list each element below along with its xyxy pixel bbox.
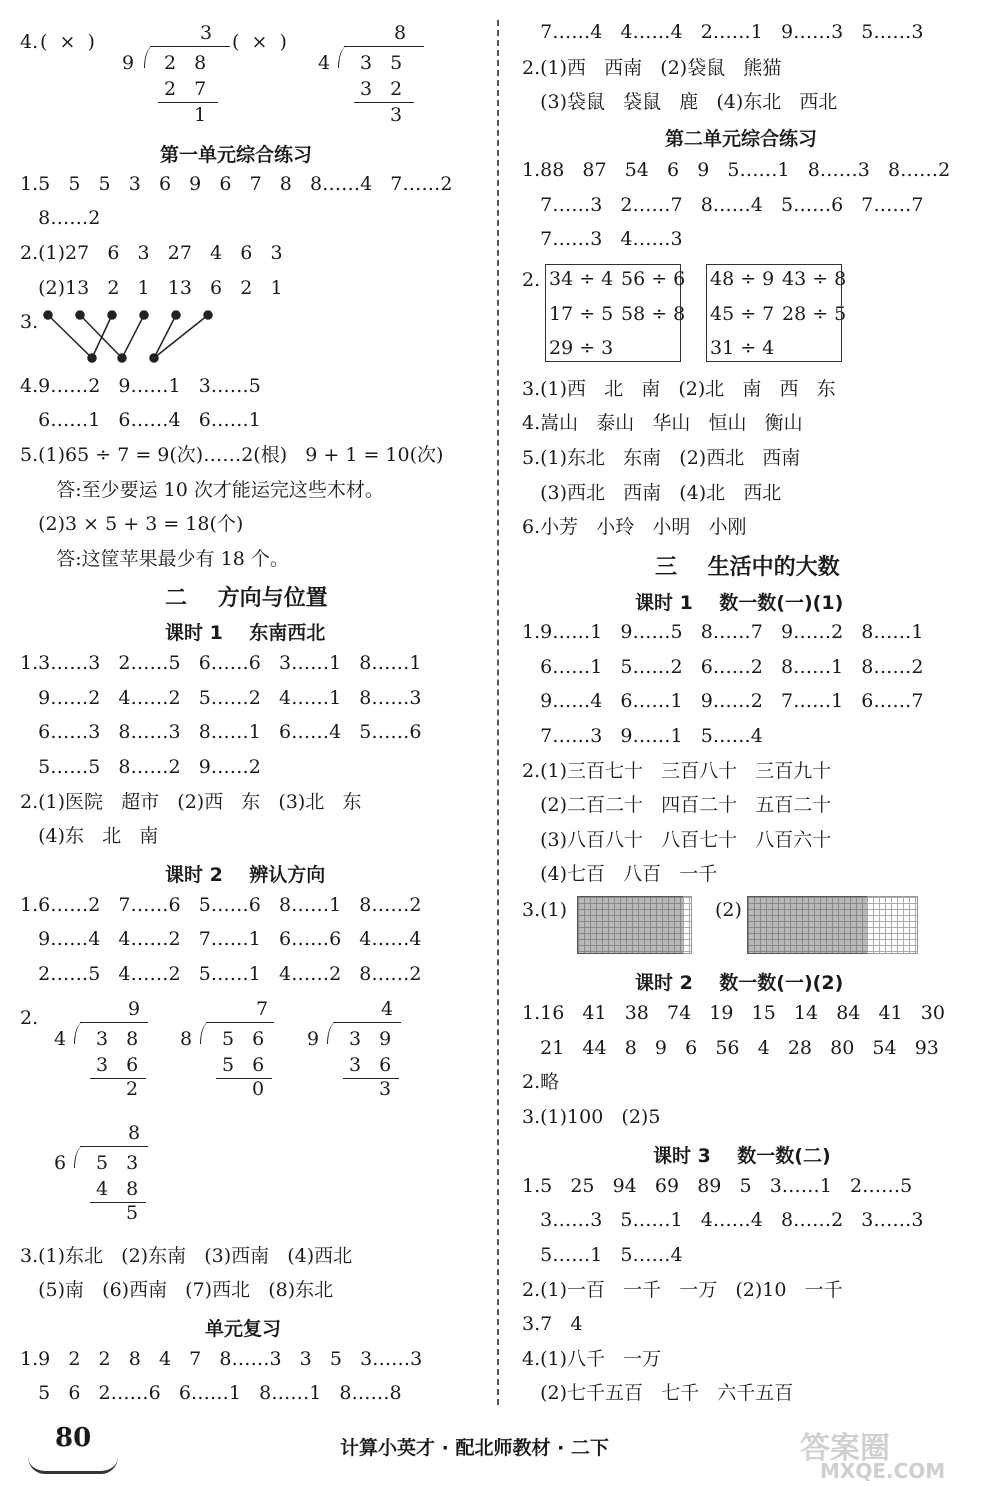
answer-line: 1.16 41 38 74 19 15 14 84 41 30 xyxy=(522,1002,945,1024)
lesson-title: 课时 2 辨认方向 xyxy=(165,864,326,886)
lesson-title: 课时 1 数一数(一)(1) xyxy=(635,592,844,614)
book-icon xyxy=(28,1457,118,1474)
hundred-grid-2-remainder xyxy=(867,896,918,954)
answer-line: 6.小芳 小玲 小明 小刚 xyxy=(522,516,747,538)
division-box-1: 34 ÷ 4 56 ÷ 6 17 ÷ 5 58 ÷ 8 29 ÷ 3 xyxy=(545,264,681,362)
answer-line: 3……3 5……1 4……4 8……2 3……3 xyxy=(522,1209,924,1231)
answer-line: 答:这筐苹果最少有 18 个。 xyxy=(20,548,289,570)
column-divider xyxy=(497,20,499,1405)
long-division-1: 3 9 2 8 2 7 1 xyxy=(120,20,230,130)
answer-line: (5)南 (6)西南 (7)西北 (8)东北 xyxy=(20,1279,334,1301)
answer-line: 1.3……3 2……5 6……6 3……1 8……1 xyxy=(20,652,422,674)
q4-mark2: ( × ) xyxy=(232,31,287,53)
answer-line: 1.9……1 9……5 8……7 9……2 8……1 xyxy=(522,621,924,643)
answer-line: (3)八百八十 八百七十 八百六十 xyxy=(522,829,832,851)
answer-line: 1.9 2 2 8 4 7 8……3 3 5 3……3 xyxy=(20,1348,423,1370)
long-division-6: 8 6 5 3 4 8 5 xyxy=(54,1122,147,1224)
q4-number: 4. xyxy=(20,31,39,53)
answer-line: (3)袋鼠 袋鼠 鹿 (4)东北 西北 xyxy=(522,91,838,113)
book-title: 计算小英才 · 配北师教材 · 二下 xyxy=(340,1437,609,1459)
answer-line: 5……5 8……2 9……2 xyxy=(20,756,261,778)
answer-line: 5……1 5……4 xyxy=(522,1244,683,1266)
answer-line: 3.(1)100 (2)5 xyxy=(522,1106,661,1128)
answer-line: (2)13 2 1 13 6 2 1 xyxy=(20,277,283,299)
answer-line: 6……3 8……3 8……1 6……4 5……6 xyxy=(20,721,422,743)
answer-line: 8……2 xyxy=(20,207,101,229)
answer-line: 1.88 87 54 6 9 5……1 8……3 8……2 xyxy=(522,159,951,181)
watermark-url: MXQE.COM xyxy=(820,1459,946,1483)
answer-line: 2.(1)一百 一千 一万 (2)10 一千 xyxy=(522,1279,843,1301)
answer-line: 2.(1)27 6 3 27 4 6 3 xyxy=(20,242,283,264)
answer-line: (2)七千五百 七千 六千五百 xyxy=(522,1382,794,1404)
answer-line: 7……3 4……3 xyxy=(522,228,683,250)
division-box-2: 48 ÷ 9 43 ÷ 8 45 ÷ 7 28 ÷ 5 31 ÷ 4 xyxy=(706,264,842,362)
page-number: 80 xyxy=(55,1423,92,1453)
answer-line: 7……4 4……4 2……1 9……3 5……3 xyxy=(522,21,924,43)
q3-label-2: (2) xyxy=(715,899,742,921)
answer-line: 9……2 4……2 5……2 4……1 8……3 xyxy=(20,687,422,709)
answer-line: (4)东 北 南 xyxy=(20,825,159,847)
answer-line: 6……1 6……4 6……1 xyxy=(20,409,261,431)
answer-line: 2.(1)三百七十 三百八十 三百九十 xyxy=(522,760,832,782)
answer-line: 4.9……2 9……1 3……5 xyxy=(20,375,261,397)
answer-line: (3)西北 西南 (4)北 西北 xyxy=(522,482,782,504)
answer-line: 5.(1)65 ÷ 7 = 9(次)……2(根) 9 + 1 = 10(次) xyxy=(20,444,444,466)
page-footer xyxy=(0,1415,1000,1487)
q2-number: 2. xyxy=(522,269,541,291)
answer-line: 1.5 5 5 3 6 9 6 7 8 8……4 7……2 xyxy=(20,173,453,195)
long-division-5: 4 9 3 9 3 6 3 xyxy=(307,998,400,1100)
hundred-grid-2 xyxy=(747,896,869,954)
q3-label-1: 3.(1) xyxy=(522,899,568,921)
section-title-review: 单元复习 xyxy=(205,1318,282,1340)
answer-line: 3.7 4 xyxy=(522,1313,583,1335)
answer-line: 7……3 2……7 8……4 5……6 7……7 xyxy=(522,194,924,216)
watermark-logo: 答案圈 xyxy=(800,1431,890,1466)
answer-line: 2.(1)医院 超市 (2)西 东 (3)北 东 xyxy=(20,791,362,813)
hundred-grid-1 xyxy=(577,896,685,954)
answer-line: 9……4 6……1 9……2 7……1 6……7 xyxy=(522,690,924,712)
answer-line: 2.略 xyxy=(522,1071,560,1093)
answer-line: 21 44 8 9 6 56 4 28 80 54 93 xyxy=(522,1037,939,1059)
section-title-unit1-review: 第一单元综合练习 xyxy=(160,144,313,166)
lesson-title: 课时 3 数一数(二) xyxy=(653,1145,831,1167)
answer-line: 6……1 5……2 6……2 8……1 8……2 xyxy=(522,656,924,678)
answer-line: (2)3 × 5 + 3 = 18(个) xyxy=(20,513,244,535)
hundred-grid-1-remainder xyxy=(683,896,692,954)
answer-line: 2……5 4……2 5……1 4……2 8……2 xyxy=(20,963,422,985)
answer-line: 2.(1)西 西南 (2)袋鼠 熊猫 xyxy=(522,57,782,79)
answer-line: (2)二百二十 四百二十 五百二十 xyxy=(522,794,832,816)
long-division-2: 8 4 3 5 3 2 3 xyxy=(316,20,426,130)
answer-line: 4.(1)八千 一万 xyxy=(522,1348,662,1370)
section-title-direction: 二 方向与位置 xyxy=(165,586,328,611)
answer-line: 答:至少要运 10 次才能运完这些木材。 xyxy=(20,479,384,501)
answer-line: 5 6 2……6 6……1 8……1 8……8 xyxy=(20,1382,402,1404)
lesson-title: 课时 1 东南西北 xyxy=(165,622,326,644)
answer-line: 3.(1)西 北 南 (2)北 南 西 东 xyxy=(522,378,836,400)
answer-line: 7……3 9……1 5……4 xyxy=(522,725,763,747)
answer-line: 3.(1)东北 (2)东南 (3)西南 (4)西北 xyxy=(20,1245,353,1267)
answer-line: 3. xyxy=(20,311,39,333)
answer-line: 9……4 4……2 7……1 6……6 4……4 xyxy=(20,928,422,950)
matching-lines-diagram xyxy=(40,305,230,370)
answer-line: 5.(1)东北 东南 (2)西北 西南 xyxy=(522,447,801,469)
answer-line: 1.6……2 7……6 5……6 8……1 8……2 xyxy=(20,894,422,916)
answer-line: 4.嵩山 泰山 华山 恒山 衡山 xyxy=(522,412,803,434)
answer-line: (4)七百 八百 一千 xyxy=(522,863,718,885)
long-division-3: 9 4 3 8 3 6 2 xyxy=(54,998,147,1100)
lesson-title: 课时 2 数一数(一)(2) xyxy=(635,972,844,994)
answer-line: 1.5 25 94 69 89 5 3……1 2……5 xyxy=(522,1175,913,1197)
section-title-big-numbers: 三 生活中的大数 xyxy=(655,555,840,580)
q4-mark1: ( × ) xyxy=(40,31,95,53)
q2-number: 2. xyxy=(20,1007,39,1029)
section-title-unit2-review: 第二单元综合练习 xyxy=(665,128,818,150)
long-division-4: 7 8 5 6 5 6 0 xyxy=(180,998,275,1100)
